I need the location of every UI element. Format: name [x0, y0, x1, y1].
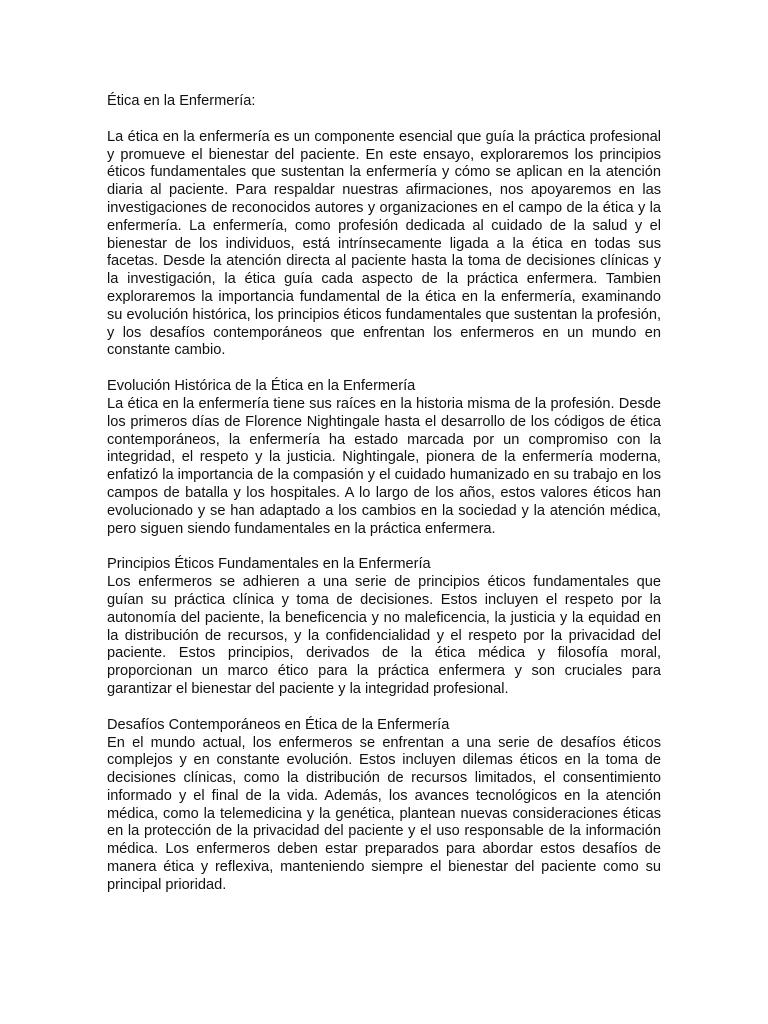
section-historical-evolution	[107, 378, 661, 538]
document-page	[107, 93, 661, 913]
section-paragraph: En el mundo actual, los enfermeros se enfrentan a una serie de desafíos éticos complejos y en constante evolución. Estos incluyen dilemas éticos en la toma de decisiones clínicas, como la distribución de recursos limitados, el consentimiento informado y el final de la vida. Además, los avances tecnológicos en la atención médica, como la telemedicina y la genética, plantean nuevas consideraciones éticas en la protección de la privacidad del paciente y el uso responsable de la información médica. Los enfermeros deben estar preparados para abordar estos desafíos de manera ética y reflexiva, manteniendo siempre el bienestar del paciente como su principal prioridad.	[107, 734, 661, 893]
section-paragraph: Los enfermeros se adhieren a una serie de principios éticos fundamentales que guían su práctica clínica y toma de decisiones. Estos incluyen el respeto por la autonomía del paciente, la beneficencia y no maleficencia, la justicia y la equidad en la distribución de recursos, y la confidencialidad y el respeto por la privacidad del paciente. Estos principios, derivados de la ética médica y filosofía moral, proporcionan un marco ético para la práctica enfermera y son cruciales para garantizar el bienestar del paciente y la integridad profesional.	[107, 574, 661, 697]
section-fundamental-principles	[107, 556, 661, 698]
intro-paragraph: La ética en la enfermería es un componente esencial que guía la práctica profesional y promueve el bienestar del paciente. En este ensayo, exploraremos los principios éticos fundamentales que sustentan la enfermería y cómo se aplican en la atención diaria al paciente. Para respaldar nuestras afirmaciones, nos apoyaremos en las investigaciones de reconocidos autores y organizaciones en el campo de la ética y la enfermería. La enfermería, como profesión dedicada al cuidado de la salud y el bienestar de los individuos, está intrínsecamente ligada a la ética en todas sus facetas. Desde la atención directa al paciente hasta la toma de decisiones clínicas y la investigación, la ética guía cada aspecto de la práctica enfermera. Tambien exploraremos la importancia fundamental de la ética en la enfermería, examinando su evolución histórica, los principios éticos fundamentales que sustentan la profesión, y los desafíos contemporáneos que enfrentan los enfermeros en un mundo en constante cambio.	[107, 128, 661, 359]
section-contemporary-challenges	[107, 717, 661, 895]
section-paragraph: La ética en la enfermería tiene sus raíces en la historia misma de la profesión. Desde los primeros días de Florence Nightingale hasta el desarrollo de los códigos de ética contemporáneos, la enfermería ha estado marcada por un compromiso con la integridad, el respeto y la justicia. Nightingale, pionera de la enfermería moderna, enfatizó la importancia de la compasión y el cuidado humanizado en su trabajo en los campos de batalla y los hospitales. A lo largo de los años, estos valores éticos han evolucionado y se han adaptado a los cambios en la sociedad y la atención médica, pero siguen siendo fundamentales en la práctica enfermera.	[107, 395, 661, 537]
section-heading: Desafíos Contemporáneos en Ética de la Enfermería	[107, 716, 450, 733]
section-heading: Principios Éticos Fundamentales en la Enfermería	[107, 556, 431, 573]
document-title: Ética en la Enfermería:	[107, 93, 256, 109]
section-heading: Evolución Histórica de la Ética en la Enfermería	[107, 378, 416, 395]
